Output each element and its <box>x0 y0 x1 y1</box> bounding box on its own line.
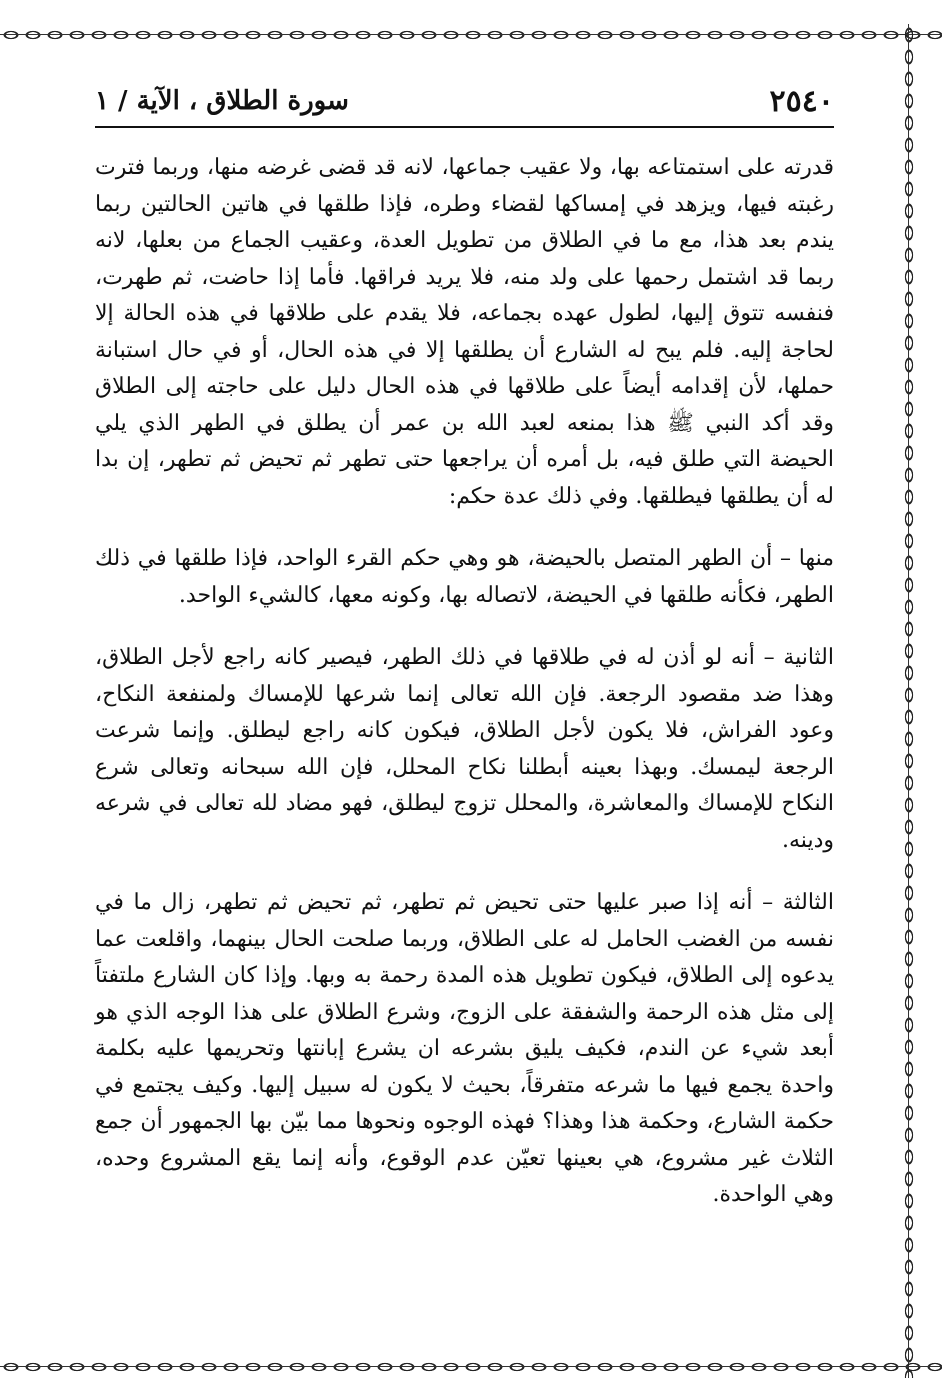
paragraph-first-point: منها – أن الطهر المتصل بالحيضة، هو وهي حكم القرء الواحد، فإذا طلقها في ذلك الطهر، فكأنه طلقها في الحيضة، لاتصاله بها، وكونه معها، كالشيء الواحد. <box>95 546 834 608</box>
ornamental-border-bottom <box>0 1356 942 1378</box>
paragraph-third-point: الثالثة – أنه إذا صبر عليها حتى تحيض ثم تطهر، ثم تحيض ثم تطهر، زال ما في نفسه من الغضب الحامل له على الطلاق، وربما صلحت الحال بينهما، واقلعت عما يدعوه إلى الطلاق، فيكون تطويل هذه المدة رحمة به وبها. وإذا كان الشارع ملتفتاً إلى مثل هذه الرحمة والشفقة على الزوج، وشرع الطلاق على هذا الوجه الذي هو أبعد شيء عن الندم، فكيف يليق بشرعه ان يشرع إبانتها وتحريمها عليه بكلمة واحدة يجمع فيها ما شرعه متفرقاً، بحيث لا يكون له سبيل إليها. وكيف يجتمع في حكمة الشارع، وحكمة هذا وهذا؟ فهذه الوجوه ونحوها مما بيّن بها الجمهور أن جمع الثلاث غير مشروع، هي بعينها تعيّن عدم الوقوع، وأنه إنما يقع المشروع وحده، وهي الواحدة. <box>95 890 834 1207</box>
paragraph-second-point: الثانية – أنه لو أذن له في طلاقها في ذلك الطهر، فيصير كانه راجع لأجل الطلاق، وهذا ضد مقصود الرجعة. فإن الله تعالى إنما شرعها للإمساك ولمنفعة النكاح، وعود الفراش، فلا يكون لأجل الطلاق، فيكون كانه راجع ليطلق. وإنما شرعت الرجعة ليمسك. وبهذا بعينه أبطلنا نكاح المحلل، فإن الله سبحانه وتعالى شرع النكاح للإمساك والمعاشرة، والمحلل تزوج ليطلق، فهو مضاد لله تعالى في شرعه ودينه. <box>95 645 834 853</box>
page-number: ٢٥٤٠ <box>769 84 834 119</box>
ornamental-border-top <box>0 24 942 46</box>
paragraph-intro: قدرته على استمتاعه بها، ولا عقيب جماعها، لانه قد قضى غرضه منها، وربما فترت رغبته فيها، ويزهد في إمساكها لقضاء وطره، فإذا طلقها في هاتين الحالتين ربما يندم بعد هذا، مع ما في الطلاق من تطويل العدة، وعقيب الجماع من بعلها، لانه ربما قد اشتمل رحمها على ولد منه، فلا يريد فراقها. فأما إذا حاضت، ثم طهرت، فنفسه تتوق إليها، لطول عهده بجماعه، فلا يقدم على طلاقها في هذه الحالة إلا لحاجة إليه. فلم يبح له الشارع أن يطلقها إلا في هذه الحال، أو في حال استبانة حملها، لأن إقدامه أيضاً على طلاقها في هذه الحال دليل على حاجته إلى الطلاق وقد أكد النبي ﷺ هذا بمنعه لعبد الله بن عمر أن يطلق في الطهر الذي يلي الحيضة التي طلق فيه، بل أمره أن يراجعها حتى تطهر ثم تحيض ثم تطهر، إن بدا له أن يطلقها فيطلقها. وفي ذلك عدة حكم: <box>95 155 834 509</box>
page-header <box>95 80 834 128</box>
page-body <box>95 150 834 1214</box>
running-title: سورة الطلاق ، الآية / ١ <box>95 86 349 116</box>
ornamental-border-right <box>898 24 920 1378</box>
